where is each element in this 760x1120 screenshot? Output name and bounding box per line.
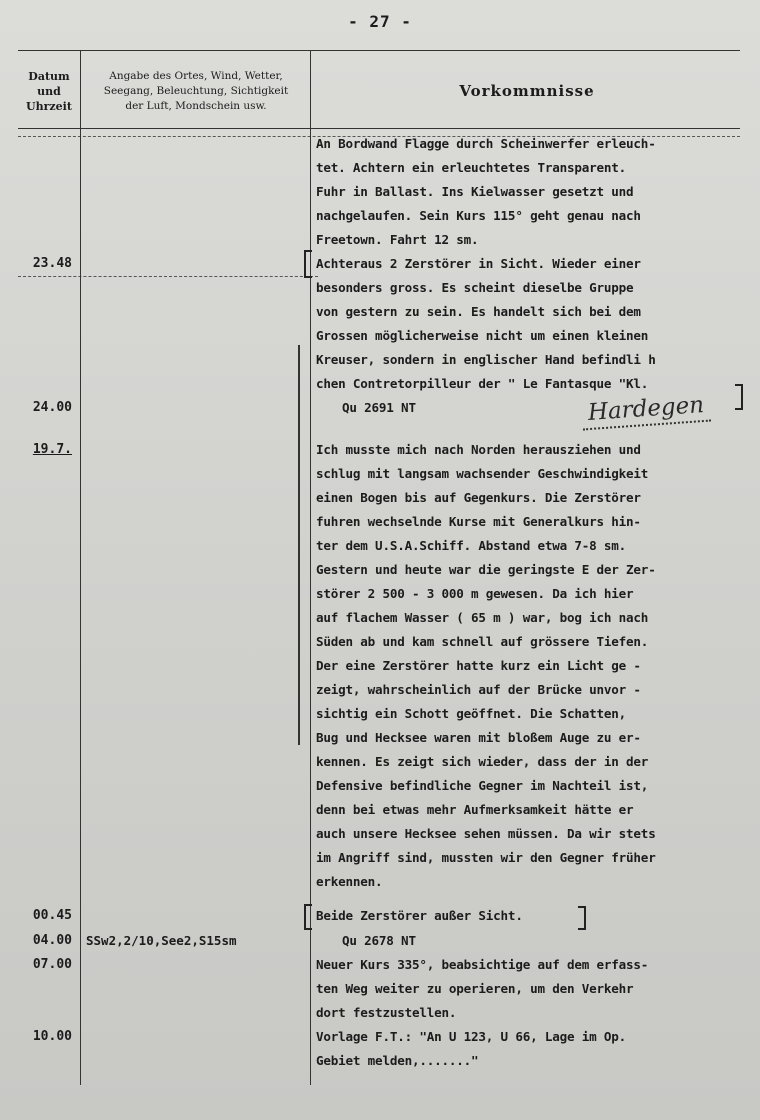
text-line: An Bordwand Flagge durch Scheinwerfer erleuch- (316, 136, 656, 151)
bracket-open (304, 250, 312, 278)
text-line: nachgelaufen. Sein Kurs 115° geht genau nach (316, 208, 641, 223)
header-angabe: Angabe des Ortes, Wind, Wetter, Seegang, Beleuchtung, Sichtigkeit der Luft, Mondschein usw. (103, 69, 289, 112)
grid-square: Qu 2691 NT (342, 400, 416, 415)
text-line: denn bei etwas mehr Aufmerksamkeit hätte er (316, 802, 634, 817)
time-entry: 10.00 (32, 1029, 72, 1044)
text-line: Gebiet melden,......." (316, 1053, 479, 1068)
page-number: - 27 - (348, 12, 412, 31)
header-datum: Datum und Uhrzeit (26, 69, 72, 113)
row-dashed-rule (18, 276, 318, 277)
text-line: störer 2 500 - 3 000 m gewesen. Da ich hier (316, 586, 634, 601)
text-line: Kreuser, sondern in englischer Hand befindli h (316, 352, 656, 367)
text-line: auf flachem Wasser ( 65 m ) war, bog ich nach (316, 610, 649, 625)
text-line: Gestern und heute war die geringste E der Zer- (316, 562, 656, 577)
text-line: kennen. Es zeigt sich wieder, dass der in der (316, 754, 649, 769)
text-line: fuhren wechselnde Kurse mit Generalkurs hin- (316, 514, 641, 529)
text-line: Ich musste mich nach Norden herausziehen und (316, 442, 641, 457)
column-divider-datum (80, 50, 81, 1085)
signature-hardegen: Hardegen (581, 392, 711, 431)
text-line: Beide Zerstörer außer Sicht. (316, 908, 523, 923)
text-line: Grossen möglicherweise nicht um einen kleinen (316, 328, 649, 343)
text-line: Bug und Hecksee waren mit bloßem Auge zu er- (316, 730, 641, 745)
text-line: auch unsere Hecksee sehen müssen. Da wir stets (316, 826, 656, 841)
time-entry: 24.00 (32, 400, 72, 415)
time-entry: 04.00 (32, 933, 72, 948)
text-line: erkennen. (316, 874, 383, 889)
text-line: zeigt, wahrscheinlich auf der Brücke unvor - (316, 682, 641, 697)
bracket-close (578, 906, 586, 930)
time-entry: 07.00 (32, 957, 72, 972)
text-line: Achteraus 2 Zerstörer in Sicht. Wieder einer (316, 256, 641, 271)
time-entry: 00.45 (32, 908, 72, 923)
text-line: im Angriff sind, mussten wir den Gegner früher (316, 850, 656, 865)
text-line: chen Contretorpilleur der " Le Fantasque "Kl. (316, 376, 649, 391)
header-bottom-rule (18, 128, 740, 129)
table-top-rule (18, 50, 740, 51)
time-entry: 23.48 (32, 256, 72, 271)
text-line: Vorlage F.T.: "An U 123, U 66, Lage im Op. (316, 1029, 627, 1044)
text-line: Freetown. Fahrt 12 sm. (316, 232, 479, 247)
header-vorkommnisse: Vorkommnisse (459, 81, 595, 100)
margin-mark (298, 345, 300, 745)
text-line: schlug mit langsam wachsender Geschwindigkeit (316, 466, 649, 481)
text-line: Neuer Kurs 335°, beabsichtige auf dem erfass- (316, 957, 649, 972)
text-line: Süden ab und kam schnell auf grössere Tiefen. (316, 634, 649, 649)
text-line: von gestern zu sein. Es handelt sich bei dem (316, 304, 641, 319)
bracket-open (304, 904, 312, 930)
weather-entry: SSw2,2/10,See2,S15sm (86, 933, 237, 948)
text-line: Defensive befindliche Gegner im Nachteil ist, (316, 778, 649, 793)
date-entry: 19.7. (32, 442, 72, 457)
text-line: einen Bogen bis auf Gegenkurs. Die Zerstörer (316, 490, 641, 505)
bracket-close (735, 384, 743, 410)
text-line: ten Weg weiter zu operieren, um den Verkehr (316, 981, 634, 996)
text-line: tet. Achtern ein erleuchtetes Transparent. (316, 160, 627, 175)
text-line: ter dem U.S.A.Schiff. Abstand etwa 7-8 sm. (316, 538, 627, 553)
text-line: Der eine Zerstörer hatte kurz ein Licht ge - (316, 658, 641, 673)
text-line: sichtig ein Schott geöffnet. Die Schatten, (316, 706, 627, 721)
text-line: Fuhr in Ballast. Ins Kielwasser gesetzt und (316, 184, 634, 199)
text-line: dort festzustellen. (316, 1005, 457, 1020)
text-line: besonders gross. Es scheint dieselbe Gruppe (316, 280, 634, 295)
grid-square: Qu 2678 NT (342, 933, 416, 948)
